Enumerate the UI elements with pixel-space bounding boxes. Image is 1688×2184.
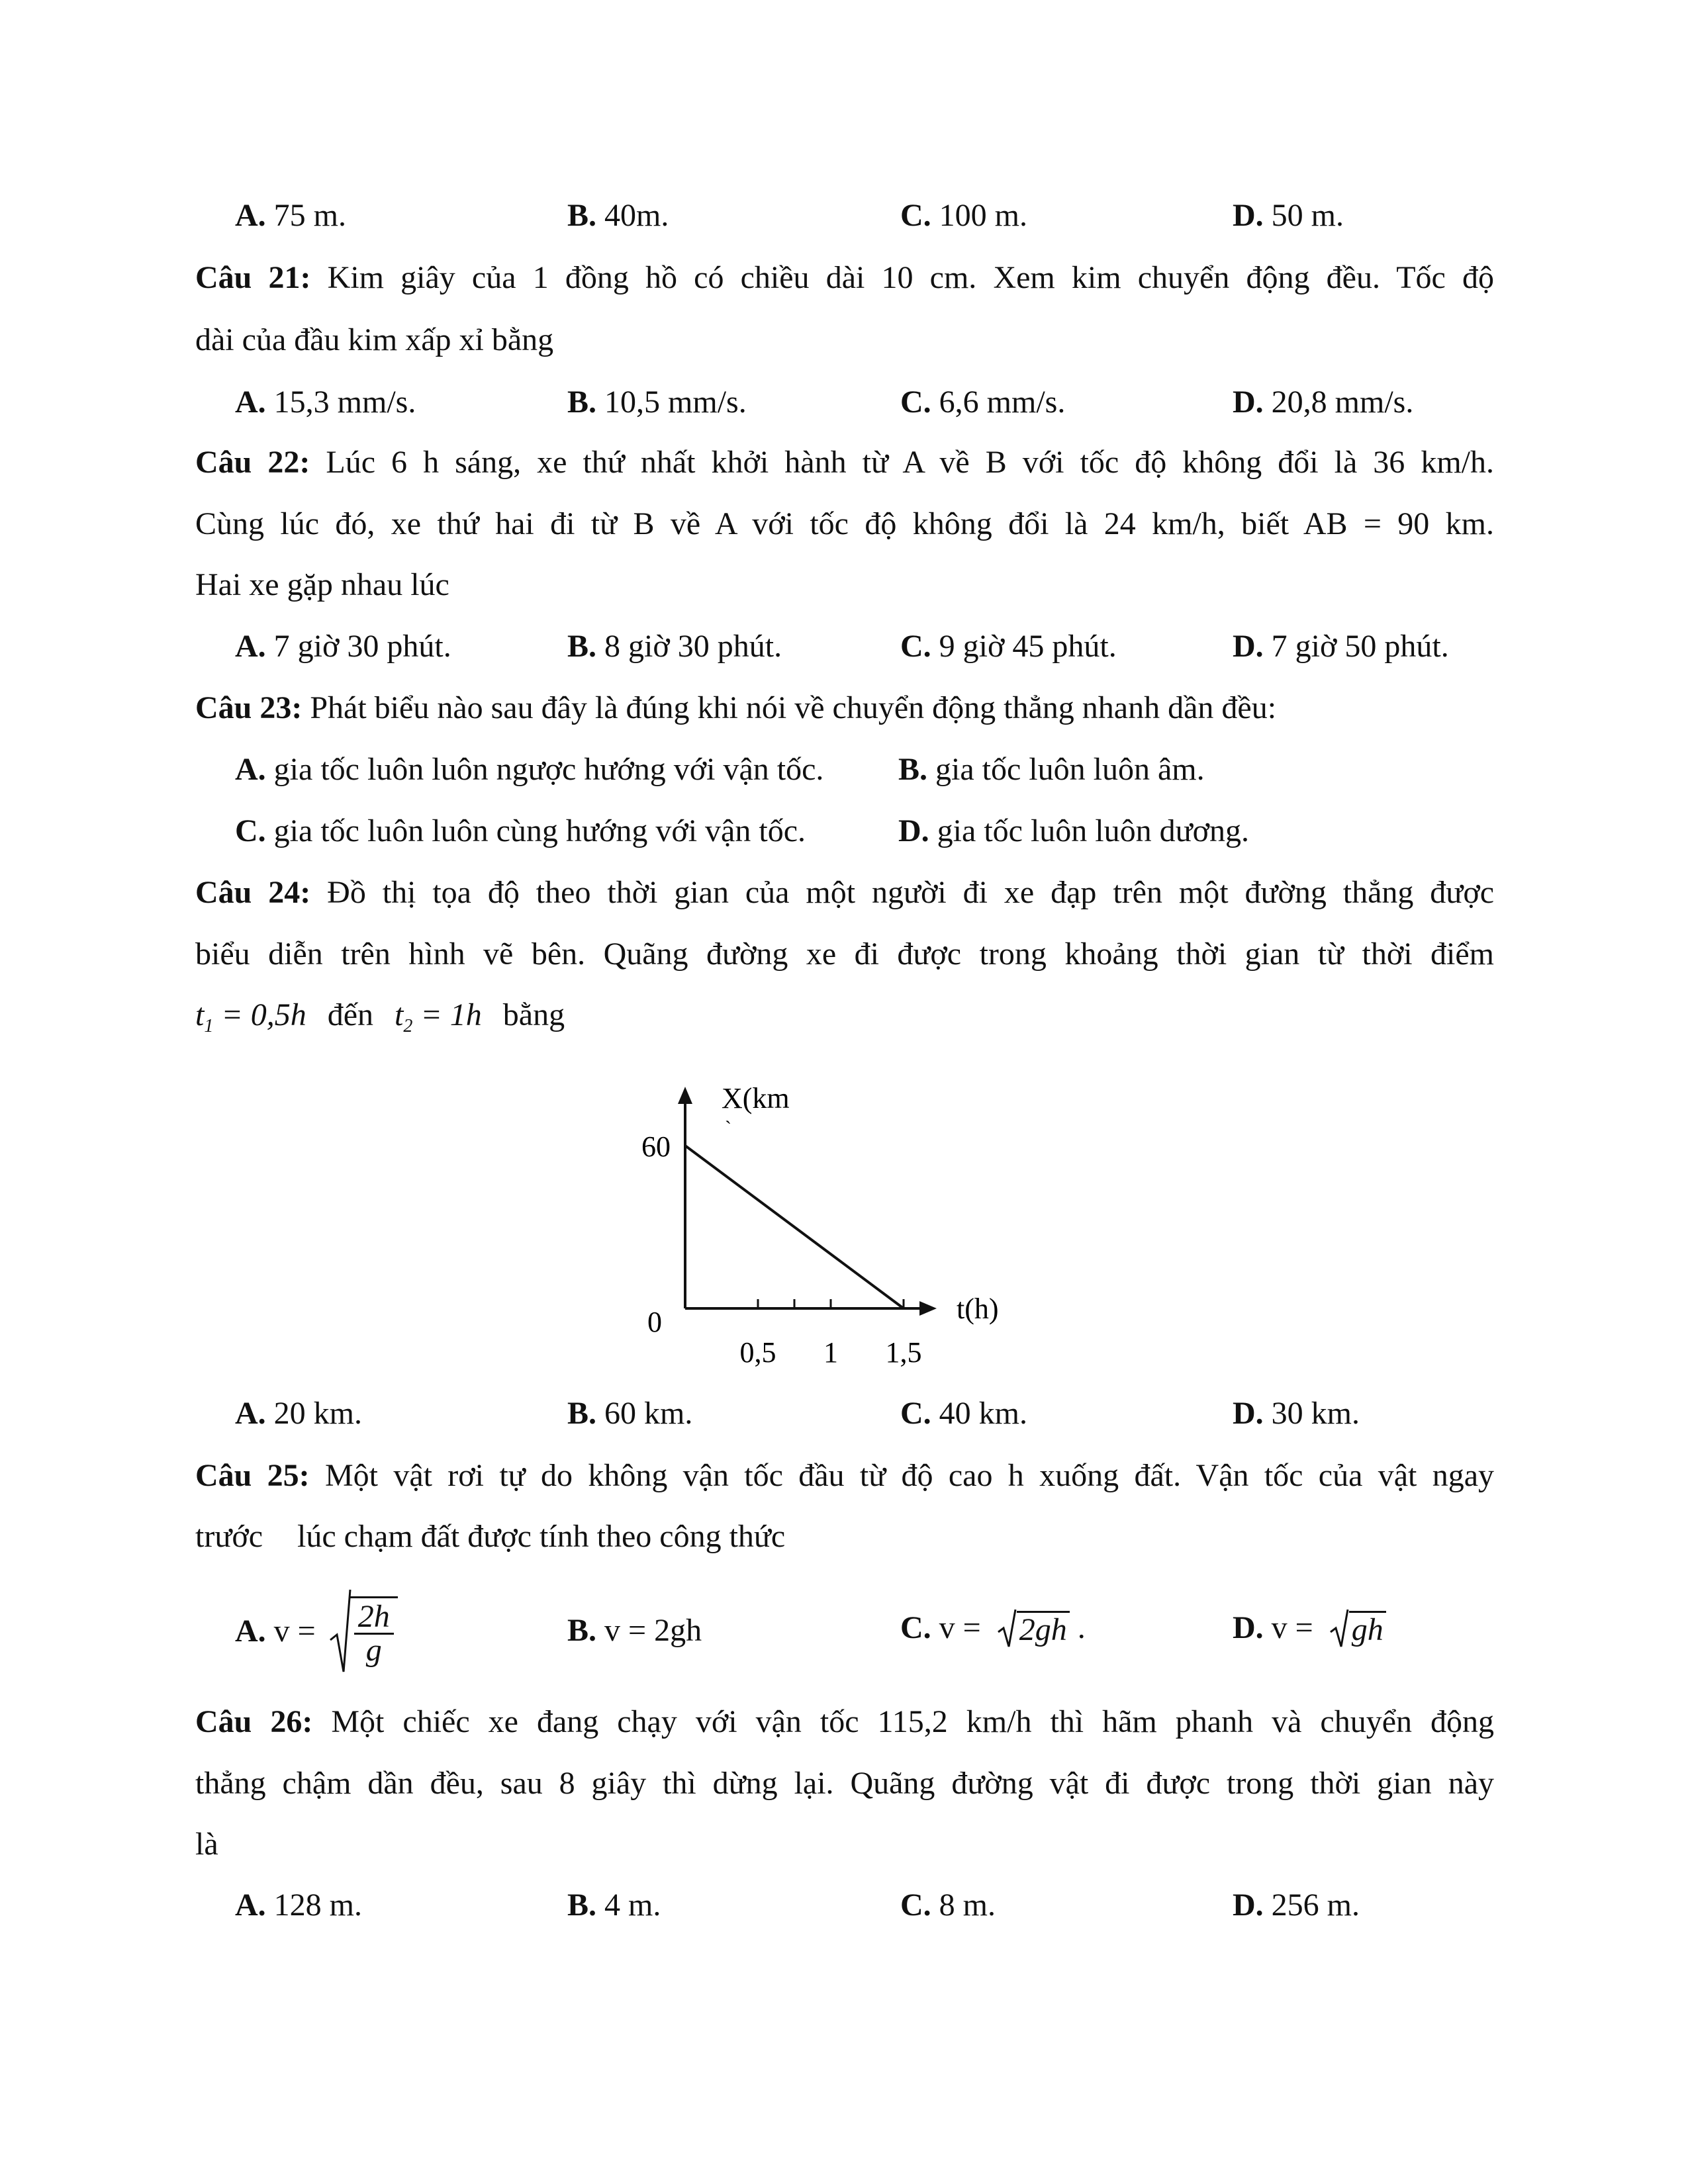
- q26-stem-line1: Câu 26: Một chiếc xe đang chạy với vận tốc 115,2 km/h thì hãm phanh và chuyển động: [195, 1704, 1495, 1739]
- y-axis-arrow: [678, 1087, 692, 1104]
- x-tick-label: 0,5: [739, 1336, 776, 1369]
- q23-option-d: D. gia tốc luôn luôn dương.: [898, 813, 1250, 848]
- y-axis-label-mark: `: [725, 1117, 731, 1139]
- word-bang: bằng: [502, 997, 565, 1032]
- q22-option-c: C. 9 giờ 45 phút.: [900, 629, 1117, 664]
- q24-option-b: B. 60 km.: [567, 1396, 693, 1431]
- y-axis-label: X(km: [722, 1082, 790, 1115]
- q20-option-b: B. 40m.: [567, 198, 669, 233]
- q23-stem: Câu 23: Phát biểu nào sau đây là đúng khi nói về chuyển động thẳng nhanh dần đều:: [195, 690, 1277, 725]
- x-axis-label: t(h): [957, 1293, 999, 1325]
- q26-stem-line3: là: [195, 1827, 218, 1862]
- q26-stem-line2: thẳng chậm dần đều, sau 8 giây thì dừng lại. Quãng đường vật đi được trong thời gian này: [195, 1766, 1494, 1801]
- x-tick-label: 1: [823, 1336, 838, 1369]
- q22-option-a: A. 7 giờ 30 phút.: [235, 629, 451, 664]
- q21-option-a: A. 15,3 mm/s.: [235, 385, 416, 420]
- q21-option-b: B. 10,5 mm/s.: [567, 385, 747, 420]
- t1-formula: $t_1 = 0,5h$: [195, 997, 306, 1036]
- q20-option-c: C. 100 m.: [900, 198, 1028, 233]
- q24-stem-line1: Câu 24: Đồ thị tọa độ theo thời gian của một người đi xe đạp trên một đường thẳng được: [195, 875, 1495, 910]
- q21-option-d: D. 20,8 mm/s.: [1233, 385, 1414, 420]
- radical-sign: [997, 1608, 1017, 1648]
- t2-formula: $t_2 = 1h$: [395, 997, 482, 1036]
- q26-option-d: D. 256 m.: [1233, 1888, 1360, 1923]
- x-axis-arrow: [919, 1301, 937, 1316]
- q24-stem-line3: [195, 999, 1493, 1036]
- q25-stem-line1: Câu 25: Một vật rơi tự do không vận tốc đầu từ độ cao h xuống đất. Vận tốc của vật ngay: [195, 1458, 1495, 1493]
- q22-stem-line3: Hai xe gặp nhau lúc: [195, 567, 449, 602]
- q22-stem-line2: Cùng lúc đó, xe thứ hai đi từ B về A với tốc độ không đổi là 24 km/h, biết AB = 90 km.: [195, 506, 1494, 541]
- q21-stem-line1: Câu 21: Kim giây của 1 đồng hồ có chiều dài 10 cm. Xem kim chuyển động đều. Tốc độ: [195, 260, 1495, 295]
- origin-label: 0: [647, 1306, 662, 1338]
- q23-option-b: B. gia tốc luôn luôn âm.: [898, 752, 1205, 787]
- q22-option-d: D. 7 giờ 50 phút.: [1233, 629, 1449, 664]
- q23-option-c: C. gia tốc luôn luôn cùng hướng với vận tốc.: [235, 813, 806, 848]
- q24-option-a: A. 20 km.: [235, 1396, 363, 1431]
- radical-sign: [1329, 1608, 1349, 1648]
- q22-stem-line1: Câu 22: Lúc 6 h sáng, xe thứ nhất khởi hành từ A về B với tốc độ không đổi là 36 km/h.: [195, 445, 1494, 480]
- q25-option-b: B. v = 2gh: [567, 1613, 702, 1648]
- q25-option-a: A. v = $\frac{2h}{g}$: [235, 1585, 398, 1678]
- x-tick-label: 1,5: [885, 1336, 922, 1369]
- x-ticks: [758, 1299, 904, 1308]
- radical-sign: [329, 1588, 352, 1674]
- q25-option-d: D. v = gh: [1233, 1608, 1386, 1648]
- q24-option-c: C. 40 km.: [900, 1396, 1028, 1431]
- series-line: [685, 1146, 904, 1308]
- q21-stem-line2: dài của đầu kim xấp xỉ bằng: [195, 322, 554, 357]
- q25-stem-line2: trước lúc chạm đất được tính theo công thức: [195, 1519, 786, 1554]
- q25-option-c: C. v = 2gh .: [900, 1608, 1086, 1648]
- q21-option-c: C. 6,6 mm/s.: [900, 385, 1066, 420]
- formula-sqrt-2h-over-g: $\frac{2h}{g}$: [329, 1588, 398, 1674]
- q24-stem-line2: biểu diễn trên hình vẽ bên. Quãng đường xe đi được trong khoảng thời gian từ thời điểm: [195, 936, 1494, 972]
- q26-option-c: C. 8 m.: [900, 1888, 996, 1923]
- q22-option-b: B. 8 giờ 30 phút.: [567, 629, 782, 664]
- y-tick-label-60: 60: [641, 1130, 671, 1163]
- q20-option-a: A. 75 m.: [235, 198, 347, 233]
- word-den: đến: [327, 997, 374, 1032]
- q20-option-d: D. 50 m.: [1233, 198, 1344, 233]
- q23-option-a: A. gia tốc luôn luôn ngược hướng với vận tốc.: [235, 752, 824, 787]
- q26-option-b: B. 4 m.: [567, 1888, 661, 1923]
- q24-option-d: D. 30 km.: [1233, 1396, 1360, 1431]
- q26-option-a: A. 128 m.: [235, 1888, 363, 1923]
- x-tick-labels: [740, 1336, 922, 1369]
